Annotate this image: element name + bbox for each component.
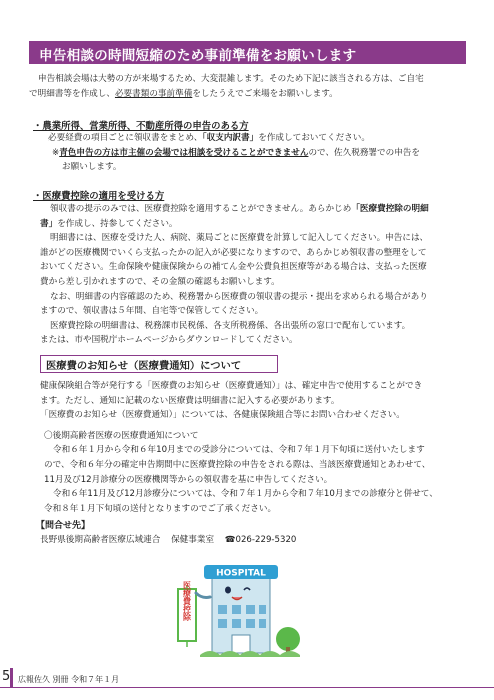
section2-p2-line2: 誰がどの医療機関でいくら支払ったかの記入が必要になりますので、あらかじめ領収書の整理をして <box>40 247 427 258</box>
hospital-door <box>232 635 250 653</box>
hospital-arm <box>196 593 210 598</box>
hospital-sign-text: HOSPITAL <box>216 568 266 579</box>
section3-p4-line2: 令和８年１月下旬頃の送付となりますのでご了承ください。 <box>44 503 277 514</box>
contact-dept: 保健事業室 <box>171 535 215 545</box>
section3-p3-line2: ので、令和６年分の確定申告期間中に医療費控除の申告をされる際は、当該医療費通知とあわせて、 <box>44 459 431 470</box>
section2-p2-line4: 費から差し引かれますので、その金額の確認もお願いします。 <box>40 276 280 287</box>
footer-text: 広報佐久 別冊 令和７年１月 <box>18 675 120 684</box>
section3-p1-line1: 健康保険組合等が発行する「医療費のお知らせ（医療費通知）」は、確定申告で使用することができ <box>40 381 423 391</box>
section1-note: ※青色申告の方は市主催の会場では相談を受けることができませんので、佐久税務署での申告を <box>52 147 420 158</box>
section1-note-line2: お願いします。 <box>62 162 122 173</box>
section2-p2-line1: 明細書には、医療を受けた人、病院、薬局ごとに医療費を計算して記入してください。申告には、 <box>50 233 429 244</box>
contact-org: 長野県後期高齢者医療広域連合 <box>40 535 161 545</box>
section2-body <box>40 202 470 348</box>
intro-line-1: 申告相談会場は大勢の方が来場するため、大変混雑します。そのため下記に該当される方は、ご自宅 <box>38 74 424 84</box>
section3-p3-line1: 令和６年１月から令和６年10月までの受診分については、令和７年１月下旬頃に送付いたします <box>53 445 425 456</box>
page-title: 申告相談の時間短縮のため事前準備をお願いします <box>39 48 357 64</box>
section2-p3-line2: ますので、領収書は５年間、自宅等で保管してください。 <box>40 306 264 317</box>
intro-paragraph <box>29 72 469 101</box>
section2-p4-line2: または、市や国税庁ホームページからダウンロードしてください。 <box>40 335 298 346</box>
section3-p3-line3: 11月及び12月診療分の医療機関等からの領収書を基に申告してください。 <box>44 474 333 485</box>
intro-line-2: で明細書等を作成し、必要書類の事前準備をしたうえでご来場をお願いします。 <box>29 88 338 99</box>
section3-p2: 「医療費のお知らせ（医療費通知）」については、各健康保険組合等にお問い合わせください。 <box>40 410 405 421</box>
banner-text: 医療費控除 <box>182 581 192 621</box>
contact-info <box>40 533 296 545</box>
section2-p2-line3: おいてください。生命保険や健康保険からの補てん金や公費負担医療等がある場合は、支払った医療 <box>40 262 427 273</box>
section2-p1: 領収書の提示のみでは、医療費控除を適用することができません。あらかじめ「医療費控除の明細 <box>50 204 429 214</box>
title-banner <box>29 41 466 64</box>
hospital-illustration <box>160 557 310 661</box>
section1-line1: 必要経費の項目ごとに領収書をまとめ、「収支内訳書」を作成しておいてください。 <box>48 133 370 143</box>
section2-p1-line2: 書」を作成し、持参してください。 <box>40 218 178 229</box>
section3-p1-line2: ます。ただし、通知に記載のない医療費は明細書に記入する必要があります。 <box>40 395 340 406</box>
page-number: 5 <box>2 669 11 684</box>
section3-body <box>40 379 470 516</box>
contact-phone: 026-229-5320 <box>235 535 297 545</box>
hospital-mouth <box>232 597 242 600</box>
section3-heading-box <box>40 355 278 373</box>
emphasis-required-docs: 必要書類の事前準備 <box>114 88 193 99</box>
section2-heading: ・医療費控除の適用を受ける方 <box>33 191 165 202</box>
phone-icon: ☎ <box>224 535 236 545</box>
section3-sub-heading: 〇後期高齢者医療の医療費通知について <box>44 430 199 441</box>
section2-p3-line1: なお、明細書の内容確認のため、税務署から医療費の領収書の提示・提出を求められる場合があり <box>50 291 428 302</box>
page-number-box <box>0 668 13 687</box>
section1-heading: ・農業所得、営業所得、不動産所得の申告のある方 <box>33 121 249 132</box>
section1-body <box>48 131 468 175</box>
contact-heading: 【問合せ先】 <box>36 521 91 531</box>
footer-rule <box>0 687 494 688</box>
section3-p4-line1: 令和６年11月及び12月診療分については、令和７年１月から令和７年10月までの診療分と併せて、 <box>53 489 438 500</box>
section2-p4-line1: 医療費控除の明細書は、税務課市民税係、各支所税務係、各出張所の窓口で配布しています。 <box>50 320 411 331</box>
hospital-eye-left <box>225 587 231 594</box>
section3-heading: 医療費のお知らせ（医療費通知）について <box>46 360 242 372</box>
